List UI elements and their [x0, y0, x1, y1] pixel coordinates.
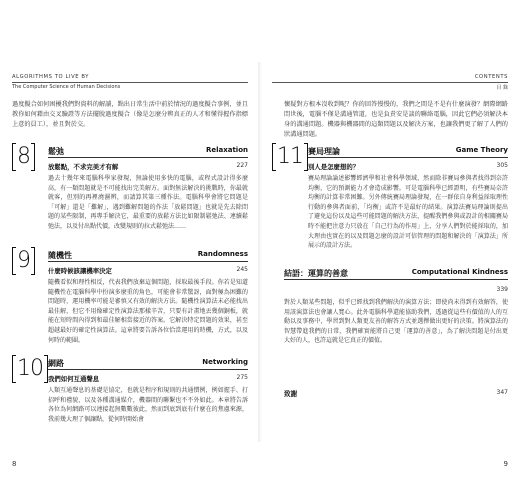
- running-head-subtitle: The Computer Science of Human Decisions: [12, 84, 121, 90]
- chapter-title: 賽局理論: [308, 147, 340, 156]
- chapter-title-en: Computational Kindness: [411, 268, 508, 276]
- chapter-title: 結語：運算的善意: [284, 269, 348, 278]
- section-title: 別人是怎麼想的？: [308, 163, 360, 171]
- intro-paragraph: 過度擬合如何困擾我們對資料的解讀，點出日常生活中前於情況的過度擬合事例，並且教你如何藉由交叉驗證等方法擺脫過度擬合（像是怎麼分辨真正的人才和懂得握作指標上意的員工），並且對於交。: [12, 101, 248, 128]
- chapter-summary: 過去十幾年來電腦科學家發現，無論使用多快的電腦，或程式設計得多麼高，有一類問題就是不可能找出完美解方。面對無法解決的挑戰時，你最就就客，但別的再裡澆濕辨，而請算其第三種作法。電腦科學會將它問題是「可解」還是「難解」，遇到難解問題的作法「放鬆問題」也就是先去除問題的某些限制，再專手解決它，最重要的放鬆方法比如限制鬆弛法、連續鬆弛法，以及付出點代價，改變規則的拉式鬆弛法……: [48, 175, 248, 230]
- chapter-number: 10: [17, 356, 43, 381]
- book-gutter: [258, 62, 262, 442]
- page-number: 347: [496, 389, 508, 396]
- running-head-title: ALGORITHMS TO LIVE BY: [12, 74, 90, 80]
- chapter-9: [12, 248, 248, 348]
- page-number: 275: [236, 374, 248, 381]
- page-folio: 9: [503, 460, 508, 468]
- chapter-title-en: Game Theory: [455, 146, 508, 154]
- running-head-subtitle: 目 錄: [496, 85, 508, 91]
- page-number: 305: [496, 162, 508, 169]
- chapter-number-box: [272, 144, 308, 170]
- chapter-rule: [48, 157, 248, 158]
- chapter-number-box: [12, 144, 35, 170]
- section-title: 我們如何互通聲息: [48, 375, 100, 383]
- chapter-number-box: [12, 356, 48, 382]
- header-rule: [12, 82, 248, 83]
- chapter-conclusion: [272, 266, 508, 378]
- section-title: 放鬆點，不求完美才有解: [48, 163, 119, 171]
- header-rule: [272, 82, 508, 83]
- chapter-title-en: Randomness: [197, 250, 248, 258]
- chapter-summary: 人類互通聲息的基礎是協定，也就是程序和規則的共通慣例，例如握手、打招呼和禮貌，以及各種溝通媒介，機器間的聯繫也不不外如此。本章將告訴各位為何網路可以連接起無數數彼此，然而到底到底有什麼在的焦慮來源，我前幾大理了個讓點，從何時開始會: [48, 387, 248, 423]
- chapter-title-en: Relaxation: [205, 146, 248, 154]
- chapter-number-box: [12, 248, 35, 274]
- acknowledgements-entry: [272, 388, 508, 402]
- chapter-title-en: Networking: [202, 358, 248, 366]
- chapter-number: 11: [277, 144, 303, 169]
- acknowledgements-title: 致謝: [284, 390, 298, 398]
- chapter-summary: 對於人類某些問題，似乎已經找到我們解決的演算方法；即使尚未得到有效解答，使用該演算法也會讓人寬心。此外電腦科學還能協助我們，透過從這些有價值的人的互動以及事務中，學習到對人類更友善的解答方式並選擇做出更好的決策。將演算法的智慧帶進我們的日常，我們確實能將自己更「運算的善意」，為了解決問題是付出更大好的人，也許這就是它真正的價值。: [284, 299, 508, 345]
- intro-paragraph: 懷疑對方根本沒收到呢？你的回答慢慢的，我們之間是不是有什麼演發？網際網路問世後，電腦不僅是溝通管道，也是負責安是談的聯絡電腦，因此它們必須解決本身的溝通問題。機器與機器間的這類問題以及解決方案，也讓我們更了解了人們的狀溝通問題。: [284, 101, 508, 138]
- chapter-title: 隨機性: [48, 251, 72, 260]
- chapter-summary: 隨機看似和理性相反，代表我們放棄這個問題，採取最後手段。你若是知道隨機性在電腦科學中扮演多麼重的角色，可能會非常驚訝，面對極為困難的問題時，運用機率可能是審慎又有效的解決方法。隨機性演算法未必能找出最佳解，但它不用像確定性演算法那樣辛苦，只要有計畫地丟幾個銅板，就能在短時間內得到和最佳解相當接近的答案。它解決特定問題的效果，甚至超越最好的確定性演算法。這章將要告訴各位恰當運用的時機，方式，以及何時的範圍。: [48, 279, 248, 344]
- chapter-rule: [308, 157, 508, 158]
- chapter-11: [272, 144, 508, 256]
- section-title: 什麼時候該讓機率決定: [48, 267, 112, 275]
- chapter-number: 9: [17, 248, 30, 273]
- chapter-title: 網路: [48, 359, 64, 368]
- page-number: 227: [236, 162, 248, 169]
- chapter-title: 鬆弛: [48, 147, 64, 156]
- chapter-rule: [284, 279, 508, 280]
- chapter-rule: [48, 261, 248, 262]
- chapter-number: 8: [17, 144, 30, 169]
- page-number: 245: [236, 266, 248, 273]
- chapter-10: [12, 356, 248, 440]
- chapter-summary: 賽局理論論述影響經濟學和社會科學領域，然而除非賽局參與者找得到奈許均衡，它的預測能力才會造成影響。可是電腦科學已經證明，有些賽局奈許均衡的計算非常困難。另外傳統賽局理論發現，在一群依自身利益採取理性行動的參與者面前，「均衡」或許不是最好的結果。演算法賽局理論則提出了避免這份以及這些可能問題的解決方法，提醒我們參與或設計的相關賽局時不能把注意力只放在「自己行為的作用」上，分享人們對於能採取的，加大理由也實在的以及問題怎麼的設計可信管理的問題和解決的「演算法」所展示的設計方法。: [308, 175, 508, 250]
- running-head-title: CONTENTS: [474, 74, 508, 80]
- page-folio: 8: [12, 460, 17, 468]
- chapter-8: [12, 144, 248, 240]
- page-number: 339: [496, 286, 508, 293]
- chapter-rule: [48, 369, 248, 370]
- left-page: [12, 62, 248, 468]
- right-page: [272, 62, 508, 468]
